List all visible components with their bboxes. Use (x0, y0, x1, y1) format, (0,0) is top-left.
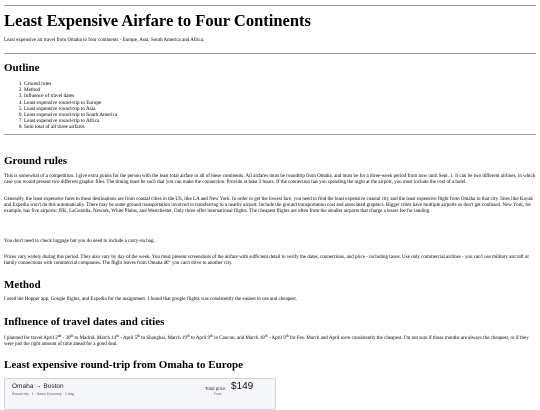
ground-rules-paragraph-4: Prices vary widely during this period. They also vary by day of the week. You must present screenshots of the airfare with sufficient detail to verify the dates, connections, and price - including taxes. Use only commercial airlines - you can't use military aircraft or family connections with commercial companies. The flight leaves from Omaha â€“ you can't drive to another city. (4, 255, 530, 267)
ground-rules-paragraph-3: You don't need to check luggage but you do need to include a carry-on bag. (4, 239, 155, 244)
outline-item: 3. Influence of travel dates (24, 93, 536, 99)
method-heading: Method (4, 279, 41, 291)
outline-item: 2. Method (24, 87, 536, 93)
trip-options: Round trip · 1 · Basic Economy · 1 bag (12, 392, 74, 396)
ground-rules-paragraph-2: Generally, the least expensive fares to these destinations are from coastal cities in the US, like LA and New York. In order to get the lowest fare, you need to find the least expensive coastal city and the least expensive flight from Omaha to that city. Sites like Kayak and Expedia won't do this automatically. There may be some ground transportation involved in transferring to a nearby airport. Include the ground transportation cost and associated graphics. Bigger cities have multiple airports so don't get confused. New York, for example, has five airports: JFK, LaGuardia, Newark, White Plains, and Westchester. Only three offer international flights. The cheapest flights are often from the smaller airports that charge a lesser fee for landing. (4, 197, 533, 215)
outline-item: 7. Least expensive round-trip to Africa (24, 118, 536, 124)
ground-rules-paragraph-1: This is somewhat of a competition. I give extra points for the person with the least total airfare to all of these continents. All airfares must be roundtrip from Omaha, and must be for a three-week period from now until Sept. 1. It can be two different airlines, in which case you would present two different graphic files. The timing must be such that you can make the connection. Provide at least 3 hours. If the connection has you spending the night at the airport, you must include the cost of a hotel. (4, 174, 536, 186)
outline-item: 1. Ground rules (24, 81, 536, 87)
page-title: Least Expensive Airfare to Four Continents (4, 11, 311, 30)
influence-paragraph: I planned for travel April 2nd - 30th to Madrid, March 14th - April 5th to Shanghai, March 19th to April 9th in Cancun, and March 18th - April 9th for Fes. March and April were consistently the cheapest. I'm not sure if those months are always the cheapest, or if they were just the right amount of time ahead for a good deal. (4, 334, 529, 348)
method-paragraph: I used the Hopper app, Google flights, and Expedia for the assignment. I found that google flights was consistently the easiest to use and cheapest. (4, 297, 297, 302)
top-divider (4, 5, 536, 6)
outline-item: 8. Sum total of all three airfares (24, 124, 536, 130)
outline-list (4, 81, 536, 131)
outline-item: 4. Least expensive round-trip to Europe (24, 100, 536, 106)
route-label: Omaha → Boston (12, 383, 64, 390)
total-price-label: Total price (205, 386, 226, 391)
outline-divider (4, 134, 536, 135)
ground-rules-heading: Ground rules (4, 155, 68, 167)
outline-item: 5. Least expensive round-trip to Asia (24, 106, 536, 112)
from-label: From (214, 391, 222, 396)
outline-heading: Outline (4, 62, 40, 74)
page-subtitle: Least expensive air travel from Omaha to four continents - Europe, Asia, South America and Africa. (4, 38, 205, 43)
outline-item: 6. Least expensive round-trip to South America (24, 112, 536, 118)
influence-heading: Influence of travel dates and cities (4, 316, 165, 328)
price-value: $149 (231, 381, 254, 392)
subtitle-divider (4, 53, 536, 54)
europe-heading: Least expensive round-trip from Omaha to Europe (4, 359, 243, 371)
flight-screenshot (4, 378, 276, 410)
